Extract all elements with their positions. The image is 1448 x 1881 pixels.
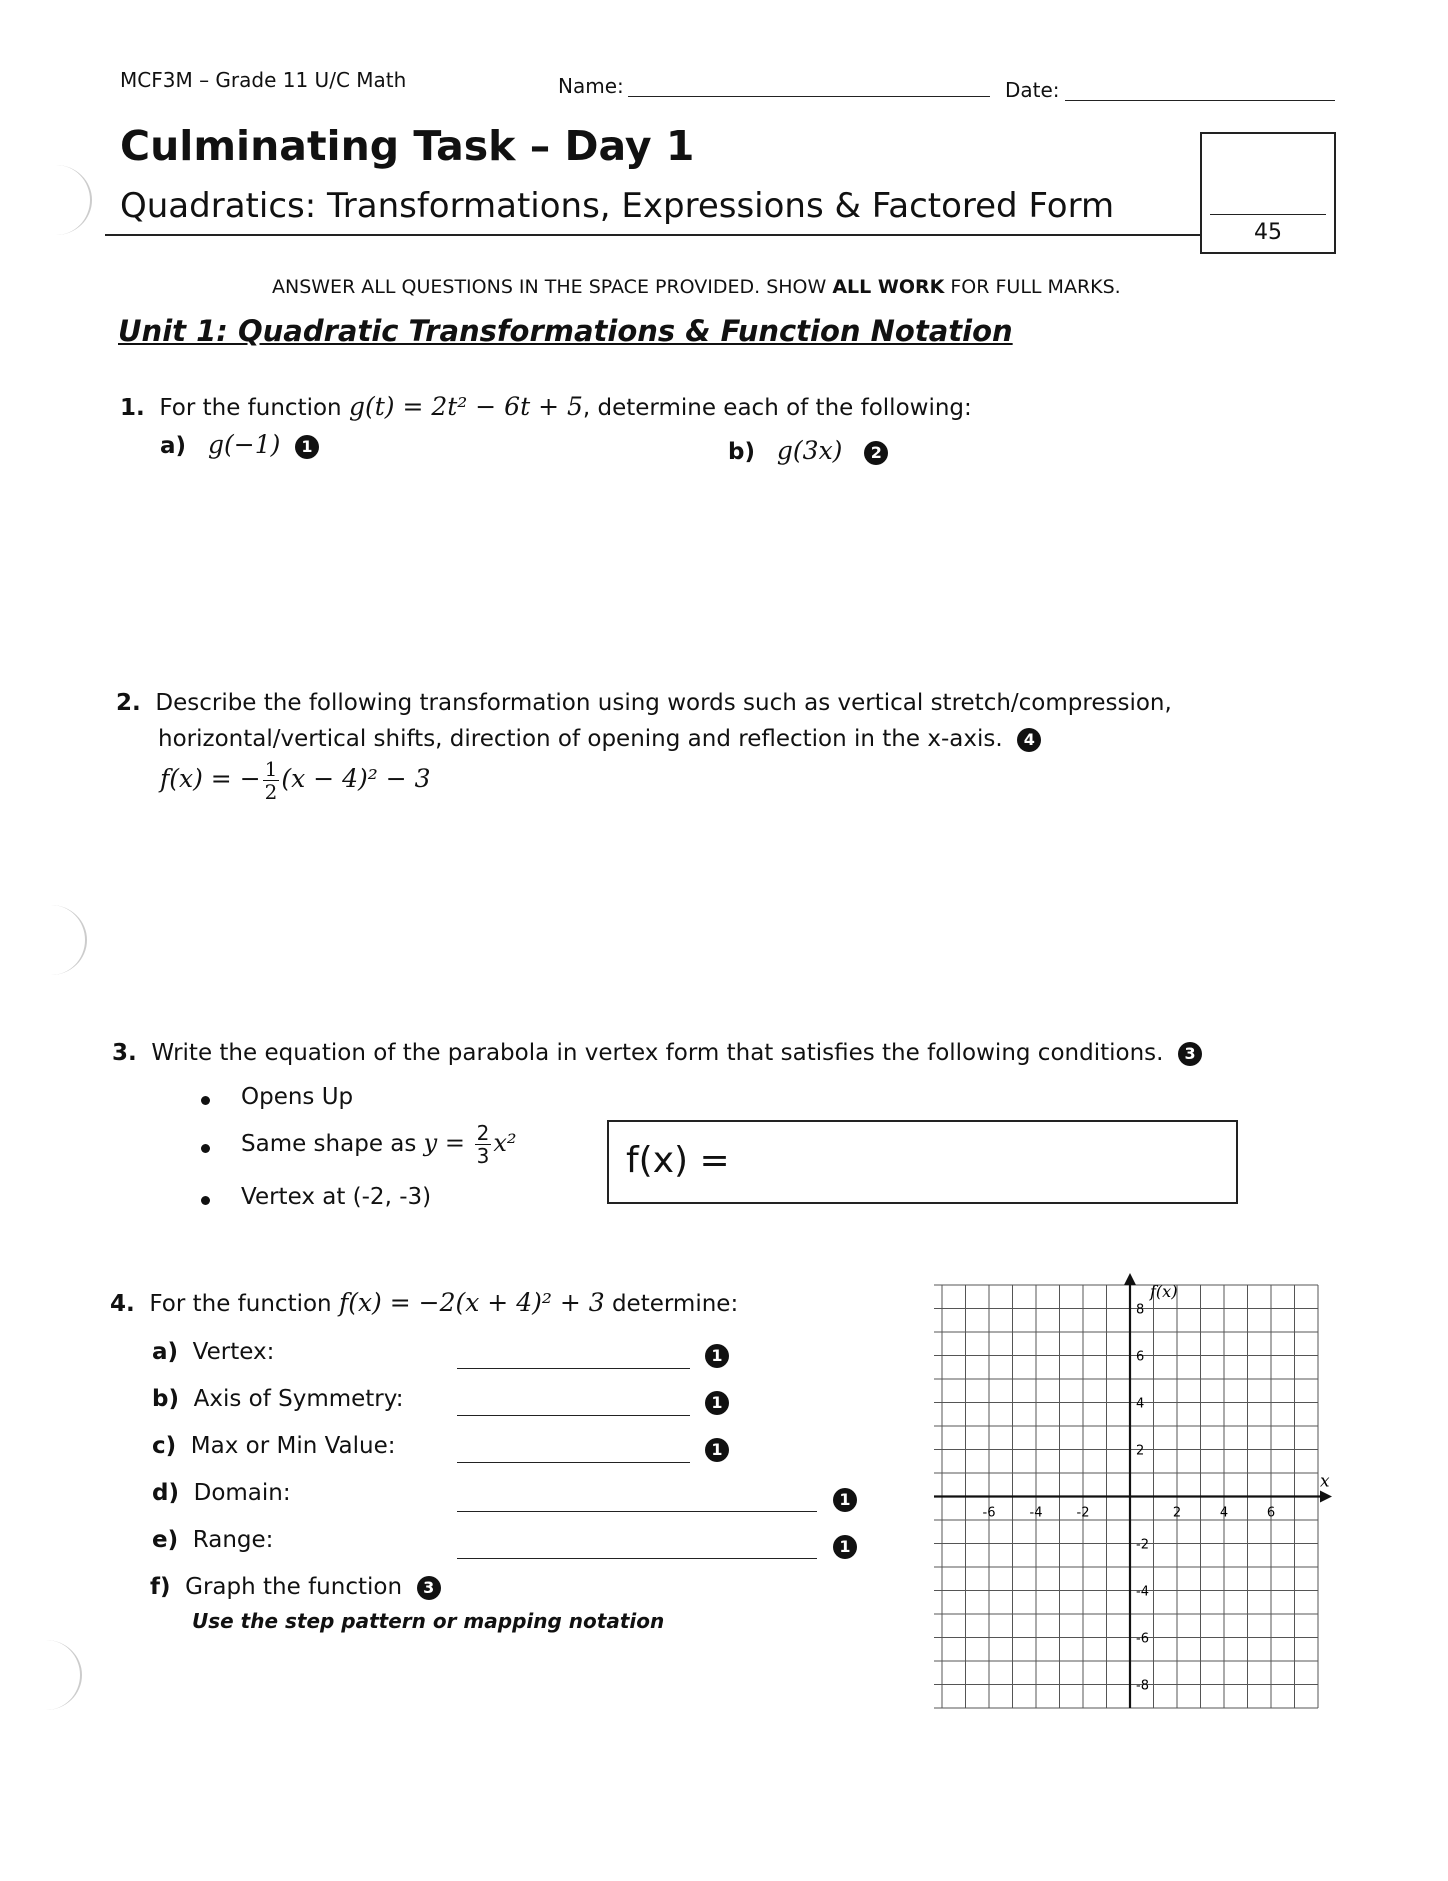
page-title: Culminating Task – Day 1 [120, 122, 695, 170]
x-axis-label: x [1320, 1471, 1330, 1492]
question-4e-label: e) [152, 1527, 179, 1553]
unit-heading: Unit 1: Quadratic Transformations & Function Notation [118, 314, 1013, 348]
question-4a-label: a) [152, 1339, 179, 1365]
y-tick-label: 2 [1136, 1443, 1145, 1459]
instructions-text: ANSWER ALL QUESTIONS IN THE SPACE PROVIDED. SHOW [272, 276, 833, 298]
question-1-text: For the function [159, 395, 349, 421]
question-3-number: 3. [112, 1040, 137, 1066]
name-field[interactable] [628, 74, 990, 97]
marks-badge: 1 [705, 1344, 729, 1368]
title-divider [105, 234, 1200, 236]
question-4b-text: Axis of Symmetry: [193, 1386, 404, 1412]
question-4a [152, 1339, 274, 1365]
marks-badge: 2 [864, 441, 888, 465]
condition-fraction [475, 1122, 492, 1167]
question-4-function: f(x) = −2(x + 4)² + 3 [338, 1288, 605, 1317]
x-tick-label: 2 [1172, 1505, 1182, 1521]
marks-badge: 1 [705, 1438, 729, 1462]
fraction-numerator: 1 [264, 757, 278, 781]
question-4c-label: c) [152, 1433, 177, 1459]
domain-answer-line[interactable] [457, 1487, 817, 1512]
name-label: Name: [558, 74, 624, 98]
question-2-function [160, 758, 431, 803]
marks-badge: 3 [417, 1576, 441, 1600]
y-tick-label: -6 [1136, 1631, 1149, 1647]
question-4c [152, 1433, 396, 1459]
x-tick-label: 6 [1266, 1505, 1276, 1521]
question-1b [728, 436, 888, 465]
question-4c-marks [705, 1438, 729, 1462]
instructions-text-end: FOR FULL MARKS. [944, 276, 1121, 298]
question-3 [112, 1040, 1202, 1066]
y-tick-label: -8 [1136, 1678, 1149, 1694]
coordinate-grid[interactable] [930, 1275, 1330, 1715]
punch-hole-top [20, 165, 92, 235]
course-code: MCF3M – Grade 11 U/C Math [120, 68, 407, 92]
y-tick-label: 4 [1136, 1396, 1145, 1412]
fraction-denominator: 2 [264, 780, 278, 804]
question-4a-marks [705, 1344, 729, 1368]
question-1b-expr: g(3x) [776, 436, 843, 465]
question-4f-note: Use the step pattern or mapping notation [192, 1609, 665, 1633]
question-4b [152, 1386, 403, 1412]
answer-box[interactable] [607, 1120, 1238, 1204]
range-answer-line[interactable] [457, 1534, 817, 1559]
vertex-answer-line[interactable] [457, 1344, 690, 1369]
question-1b-label: b) [728, 439, 755, 465]
question-2-text-2: horizontal/vertical shifts, direction of opening and reflection in the x-axis. [158, 726, 1003, 752]
question-4f-text: Graph the function [185, 1574, 403, 1600]
question-2-func-rhs: (x − 4)² − 3 [281, 764, 431, 793]
question-4c-text: Max or Min Value: [190, 1433, 396, 1459]
question-4e-marks [833, 1535, 857, 1559]
question-4 [110, 1288, 738, 1317]
x-tick-label: -6 [982, 1505, 996, 1521]
fraction-numerator: 2 [476, 1121, 490, 1145]
question-4-text-end: determine: [604, 1291, 739, 1317]
marks-badge: 1 [295, 435, 319, 459]
question-1a-expr: g(−1) [207, 430, 281, 459]
y-axis-arrow [1124, 1273, 1136, 1285]
question-3-text: Write the equation of the parabola in vertex form that satisfies the following conditions. [151, 1040, 1164, 1066]
question-4-text: For the function [149, 1291, 339, 1317]
question-2-line1 [116, 690, 1172, 716]
punch-hole-middle [15, 905, 87, 975]
question-1 [120, 392, 972, 421]
y-tick-label: -2 [1136, 1537, 1149, 1553]
marks-badge: 3 [1178, 1042, 1202, 1066]
question-1a-label: a) [160, 433, 187, 459]
question-4a-text: Vertex: [192, 1339, 275, 1365]
question-4d-label: d) [152, 1480, 179, 1506]
question-4b-marks [705, 1391, 729, 1415]
marks-badge: 1 [833, 1535, 857, 1559]
score-box [1200, 132, 1336, 254]
question-4b-label: b) [152, 1386, 179, 1412]
y-tick-label: 8 [1136, 1302, 1145, 1318]
question-1-function: g(t) = 2t² − 6t + 5 [348, 392, 583, 421]
question-2-func-lhs: f(x) = − [160, 764, 261, 793]
question-4d [152, 1480, 291, 1506]
question-1-number: 1. [120, 395, 145, 421]
bullet-dot [201, 1096, 210, 1105]
fraction-denominator: 3 [476, 1144, 490, 1168]
x-tick-label: -2 [1076, 1505, 1090, 1521]
question-4-number: 4. [110, 1291, 135, 1317]
marks-badge: 4 [1017, 728, 1041, 752]
condition-same-shape-text: Same shape as [241, 1131, 424, 1157]
question-4e-text: Range: [192, 1527, 274, 1553]
question-2-line2 [158, 726, 1041, 752]
instructions-bold: ALL WORK [832, 276, 945, 298]
question-4d-marks [833, 1488, 857, 1512]
question-2-number: 2. [116, 690, 141, 716]
question-2-text: Describe the following transformation using words such as vertical stretch/compression, [155, 690, 1172, 716]
condition-equation-lhs: y = [423, 1129, 473, 1157]
punch-hole-bottom [10, 1640, 82, 1710]
date-label: Date: [1005, 78, 1060, 102]
y-axis-label: f(x) [1150, 1282, 1178, 1301]
question-4f [150, 1574, 441, 1600]
question-1-text-end: , determine each of the following: [582, 395, 972, 421]
axis-of-symmetry-answer-line[interactable] [457, 1391, 690, 1416]
condition-opens-up: Opens Up [241, 1084, 354, 1110]
bullet-dot [201, 1196, 210, 1205]
page-subtitle: Quadratics: Transformations, Expressions & Factored Form [120, 186, 1115, 226]
instructions [272, 276, 1121, 298]
question-1a [160, 430, 319, 459]
question-4d-text: Domain: [193, 1480, 291, 1506]
y-tick-label: -4 [1136, 1584, 1149, 1600]
question-4f-label: f) [150, 1574, 171, 1600]
condition-vertex: Vertex at (-2, -3) [241, 1184, 432, 1210]
x-axis-arrow [1320, 1491, 1332, 1503]
max-min-answer-line[interactable] [457, 1438, 690, 1463]
x-tick-label: -4 [1029, 1505, 1043, 1521]
marks-badge: 1 [705, 1391, 729, 1415]
y-tick-label: 6 [1136, 1349, 1145, 1365]
x-tick-label: 4 [1219, 1505, 1229, 1521]
score-divider [1210, 214, 1326, 215]
question-2-fraction [263, 758, 280, 803]
score-total: 45 [1254, 220, 1282, 245]
answer-label: f(x) = [626, 1140, 730, 1181]
question-4e [152, 1527, 273, 1553]
condition-same-shape [241, 1122, 517, 1167]
date-field[interactable] [1065, 78, 1335, 101]
marks-badge: 1 [833, 1488, 857, 1512]
condition-equation-rhs: x² [493, 1129, 517, 1157]
bullet-dot [201, 1144, 210, 1153]
